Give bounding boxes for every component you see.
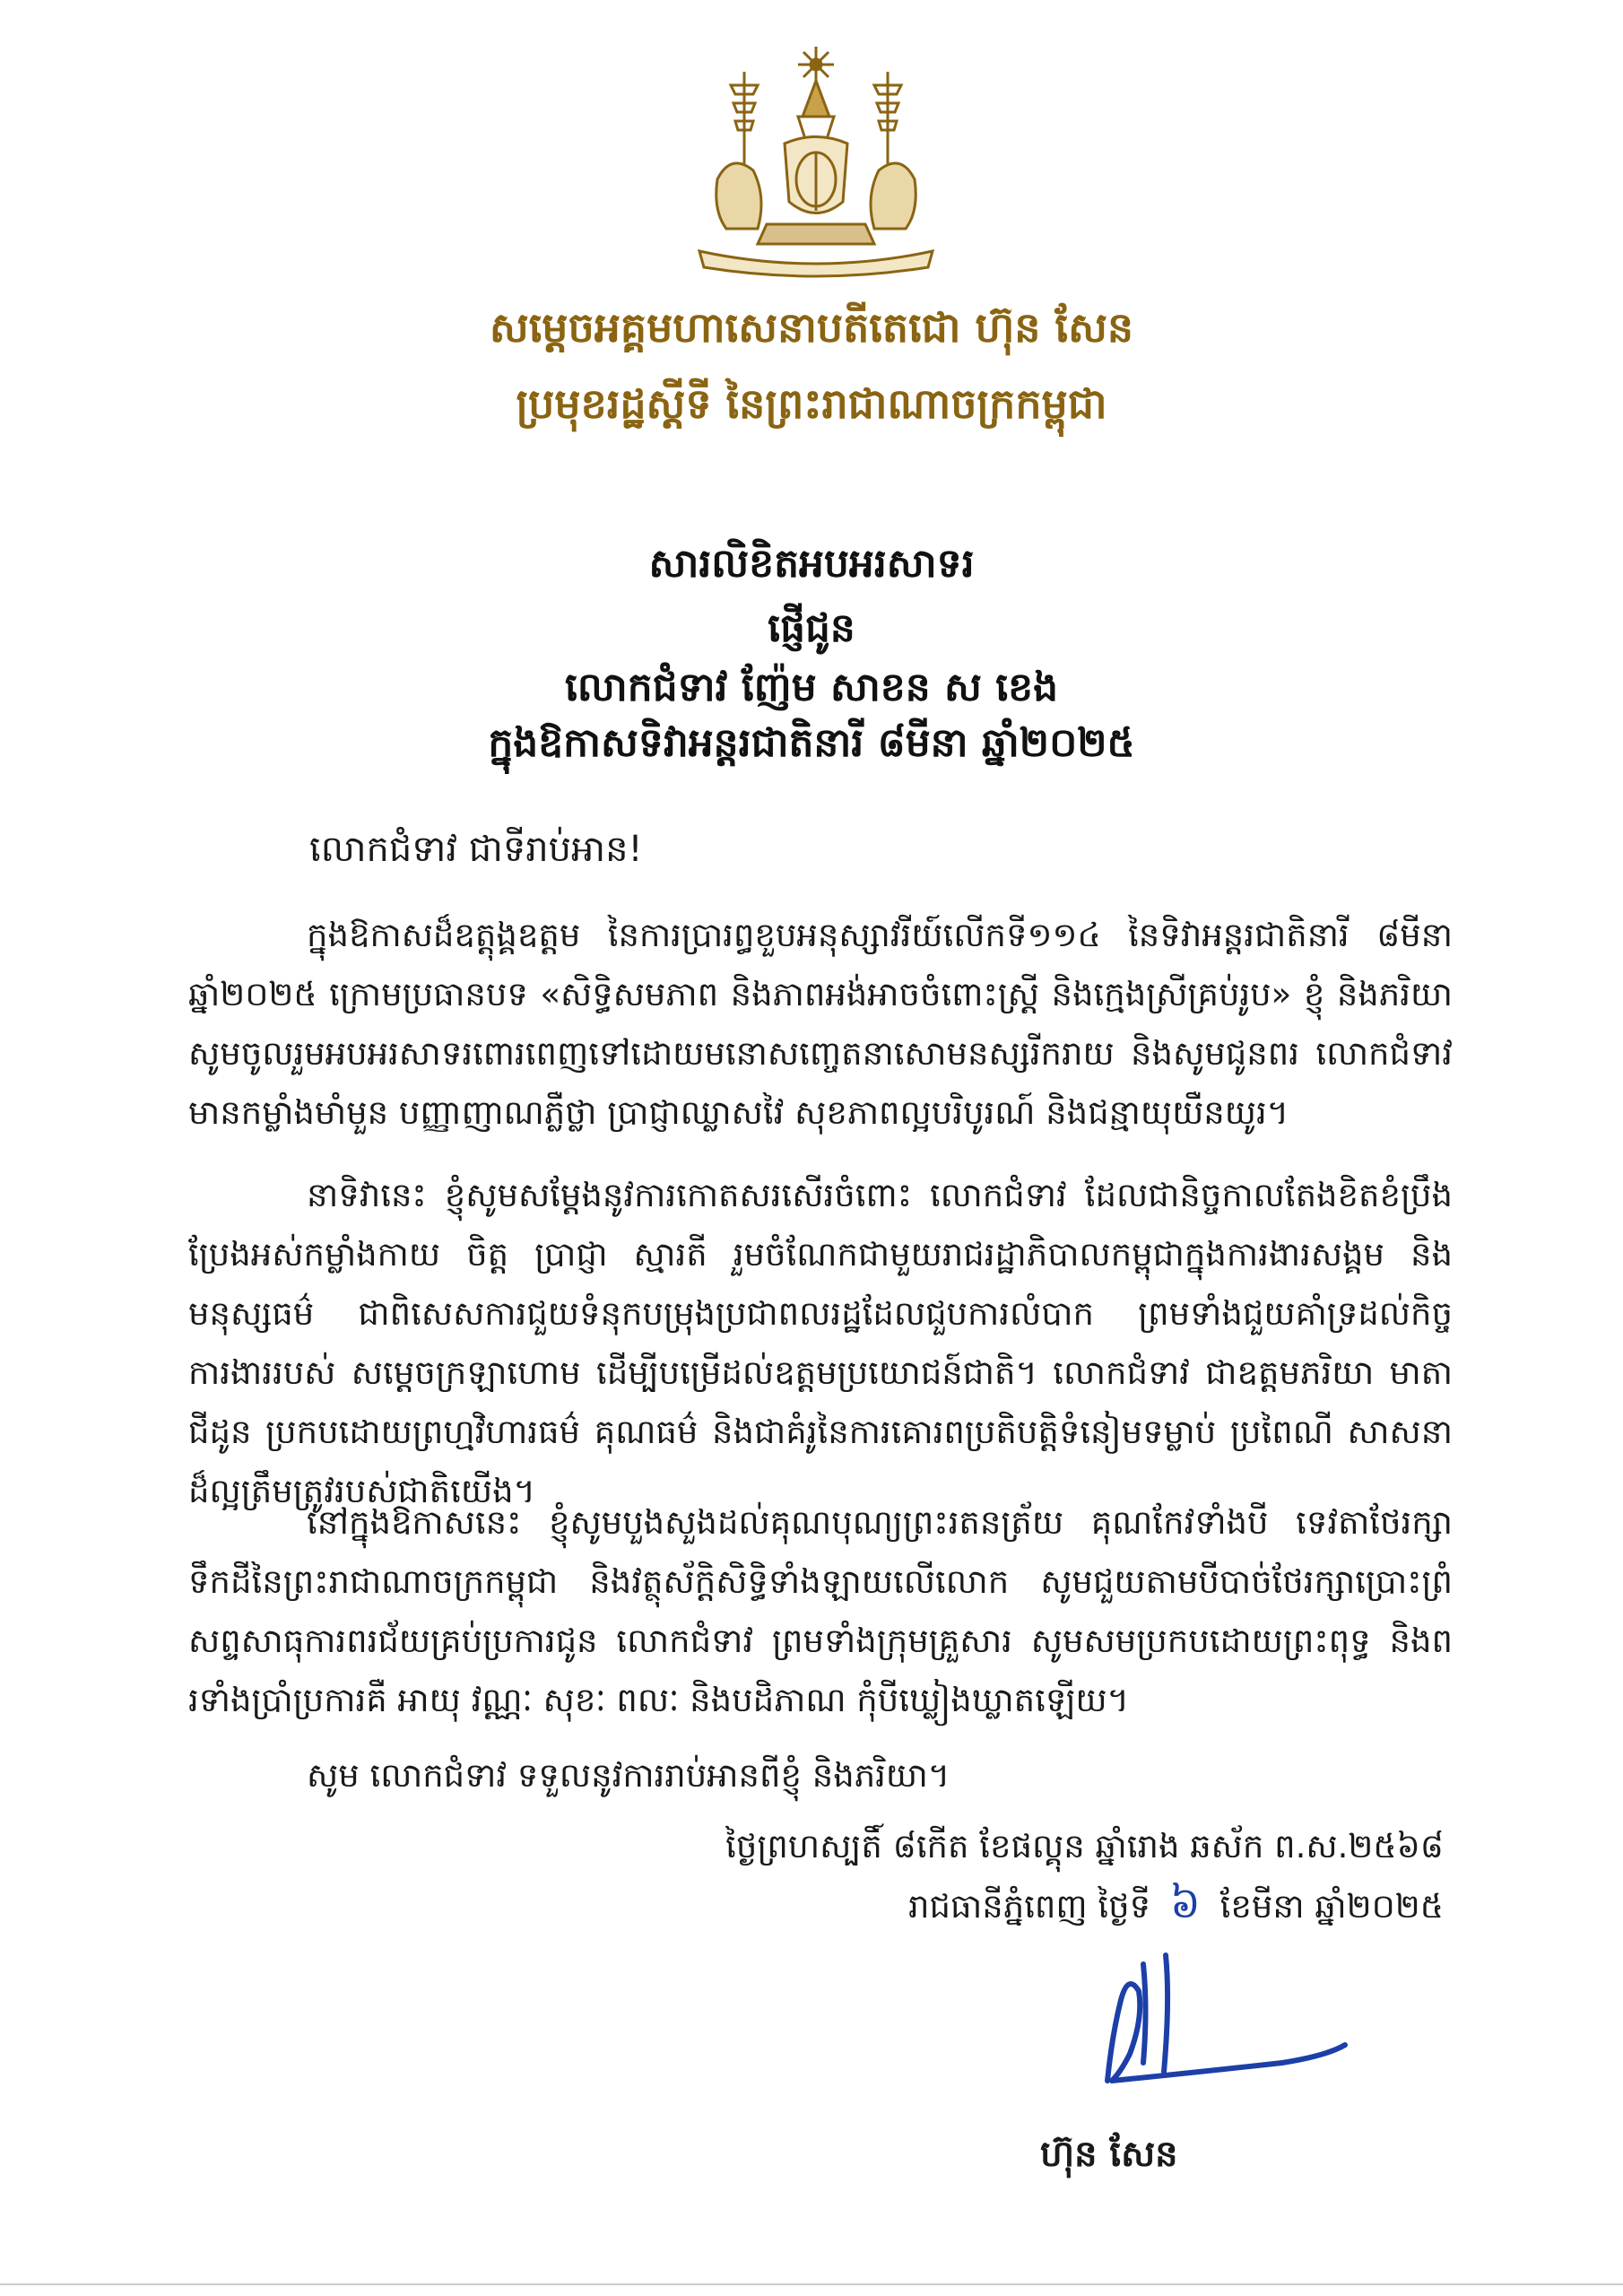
place-and-date bbox=[908, 1879, 1444, 1931]
letter-title: សារលិខិតអបអរសាទរ bbox=[648, 541, 975, 587]
handwritten-day: ៦ bbox=[1169, 1878, 1201, 1928]
month-year: ខែមីនា ឆ្នាំ២០២៥ bbox=[1219, 1887, 1444, 1926]
letter-addressed-to: ផ្ញើជូន bbox=[768, 605, 855, 651]
lunar-date: ថ្ងៃព្រហស្បតិ៍ ៨កើត ខែផល្គុន ឆ្នាំរោង ឆស័ក ព.ស.២៥៦៨ bbox=[725, 1827, 1444, 1866]
body-paragraph-2: នាទិវានេះ ខ្ញុំសូមសម្ដែងនូវការកោតសរសើរចំពោះ លោកជំទាវ ដែលជានិច្ចកាលតែងខិតខំប្រឹងប្រែងអស់កម្លាំងកាយ ចិត្ត ប្រាជ្ញា ស្មារតី រួមចំណែកជាមួយរាជរដ្ឋាភិបាលកម្ពុជាក្នុងការងារសង្គម និងមនុស្សធម៌ ជាពិសេសការជួយទំនុកបម្រុងប្រជាពលរដ្ឋដែលជួបការលំបាក ព្រមទាំងជួយគាំទ្រដល់កិច្ចការងាររបស់ សម្ដេចក្រឡាហោម ដើម្បីបម្រើដល់ឧត្ដមប្រយោជន៍ជាតិ។ លោកជំទាវ ជាឧត្ដមភរិយា មាតា ជីដូន ប្រកបដោយព្រហ្មវិហារធម៌ គុណធម៌ និងជាគំរូនៃការគោរពប្រតិបត្តិទំនៀមទម្លាប់ ប្រពៃណី សាសនាដ៏ល្អត្រឹមត្រូវរបស់ជាតិយើង។ bbox=[188, 1176, 1453, 1510]
page-edge-divider bbox=[0, 2283, 1623, 2285]
place-prefix: រាជធានីភ្នំពេញ ថ្ងៃទី bbox=[908, 1887, 1151, 1926]
body-paragraph-1: ក្នុងឱកាសដ៏ឧត្ដុង្គឧត្ដម នៃការប្រារព្ធខួបអនុស្សាវរីយ៍លើកទី១១៤ នៃទិវាអន្តរជាតិនារី ៨មីនា ឆ្នាំ២០២៥ ក្រោមប្រធានបទ «សិទ្ធិសមភាព និងភាពអង់អាចចំពោះស្ត្រី និងក្មេងស្រីគ្រប់រូប» ខ្ញុំ និងភរិយា សូមចូលរួមអបអរសាទរពោរពេញទៅដោយមនោសញ្ចេតនាសោមនស្សរីករាយ និងសូមជូនពរ លោកជំទាវ មានកម្លាំងមាំមួន បញ្ញាញាណភ្លឺថ្លា ប្រាជ្ញាឈ្លាសវៃ សុខភាពល្អបរិបូរណ៍ និងជន្មាយុយឺនយូរ។ bbox=[188, 916, 1453, 1132]
handwritten-signature bbox=[1058, 1937, 1354, 2090]
body-paragraph-3: នៅក្នុងឱកាសនេះ ខ្ញុំសូមបួងសួងដល់គុណបុណ្យព្រះរតនត្រ័យ គុណកែវទាំងបី ទេវតាថែរក្សាទឹកដីនៃព្រះរាជាណាចក្រកម្ពុជា និងវត្ថុស័ក្តិសិទ្ធិទាំងឡាយលើលោក សូមជួយតាមបីបាច់ថែរក្សាប្រោះព្រំសព្ទសាធុការពរជ័យគ្រប់ប្រការជូន លោកជំទាវ ព្រមទាំងក្រុមគ្រួសារ សូមសមប្រកបដោយព្រះពុទ្ធ និងពរទាំងប្រាំប្រការគឺ អាយុ វណ្ណៈ សុខៈ ពលៈ និងបដិភាណ កុំបីឃ្លៀងឃ្លាតឡើយ។ bbox=[188, 1503, 1453, 1719]
header-title-line1: សម្ដេចអគ្គមហាសេនាបតីតេជោ ហ៊ុន សែន bbox=[489, 303, 1134, 352]
salutation: លោកជំទាវ ជាទីរាប់អាន! bbox=[309, 829, 643, 870]
occasion-line: ក្នុងឱកាសទិវាអន្តរជាតិនារី ៨មីនា ឆ្នាំ២០២៥ bbox=[488, 720, 1135, 766]
signer-name: ហ៊ុន សែន bbox=[1040, 2134, 1178, 2175]
recipient-name: លោកជំទាវ ញ៉ែម សាខន ស ខេង bbox=[564, 665, 1059, 710]
royal-emblem-icon bbox=[681, 45, 950, 283]
closing-line: សូម លោកជំទាវ ទទួលនូវការរាប់អានពីខ្ញុំ និងភរិយា។ bbox=[307, 1756, 950, 1795]
header-title-line2: ប្រមុខរដ្ឋស្ដីទី នៃព្រះរាជាណាចក្រកម្ពុជា bbox=[516, 379, 1107, 428]
